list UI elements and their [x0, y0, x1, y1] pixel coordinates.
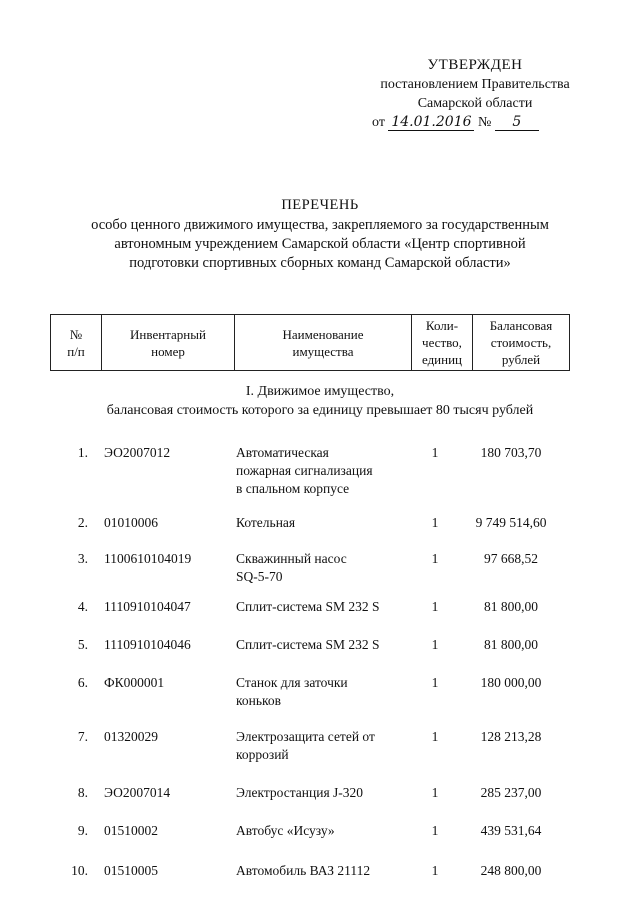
row-inventory: ФК000001: [104, 675, 165, 690]
row-quantity: 1: [431, 445, 439, 460]
row-inventory: 01010006: [104, 515, 158, 530]
row-quantity: 1: [431, 675, 439, 690]
document-title: [60, 196, 580, 273]
row-quantity: 1: [431, 785, 439, 800]
table-header: [50, 314, 570, 371]
row-name: Электростанция J-320: [236, 785, 364, 800]
header-col-balance: Балансовая стоимость, рублей: [473, 315, 570, 371]
row-quantity: 1: [431, 599, 439, 614]
row-number: 4.: [77, 599, 88, 614]
row-balance: 180 000,00: [480, 675, 542, 690]
row-balance: 128 213,28: [480, 729, 542, 744]
title-line-1: особо ценного движимого имущества, закрепляемого за государственным: [91, 217, 549, 233]
row-quantity: 1: [431, 823, 439, 838]
row-name: Сплит-система SM 232 S: [236, 637, 380, 652]
row-number: 8.: [77, 785, 88, 800]
row-inventory: 01510005: [104, 863, 158, 878]
approval-date-line: [360, 113, 590, 132]
title-heading: ПЕРЕЧЕНЬ: [281, 197, 359, 213]
handwritten-number: 5: [495, 114, 539, 131]
row-name: Скважинный насос SQ-5-70: [236, 551, 347, 584]
row-number: 1.: [77, 445, 88, 460]
number-prefix: №: [477, 115, 492, 130]
row-name: Станок для заточки коньков: [236, 675, 348, 708]
row-balance: 180 703,70: [480, 445, 542, 460]
approval-line-1: постановлением Правительства: [380, 77, 570, 92]
header-col-number: № п/п: [51, 315, 102, 371]
row-balance: 97 668,52: [484, 551, 538, 566]
header-col-inventory: Инвентарный номер: [102, 315, 235, 371]
row-quantity: 1: [431, 515, 439, 530]
row-quantity: 1: [431, 729, 439, 744]
row-name: Автобус «Исузу»: [236, 823, 335, 838]
row-name: Сплит-система SM 232 S: [236, 599, 380, 614]
handwritten-date: 14.01.2016: [388, 114, 474, 131]
row-balance: 9 749 514,60: [475, 515, 547, 530]
section-heading: [60, 382, 580, 420]
row-inventory: 01320029: [104, 729, 158, 744]
row-number: 6.: [77, 675, 88, 690]
row-name: Автоматическая пожарная сигнализация в спальном корпусе: [236, 445, 373, 496]
section-line-2: балансовая стоимость которого за единицу превышает 80 тысяч рублей: [106, 403, 534, 418]
title-line-3: подготовки спортивных сборных команд Самарской области»: [129, 255, 511, 271]
header-col-name: Наименование имущества: [235, 315, 412, 371]
row-number: 5.: [77, 637, 88, 652]
row-name: Автомобиль ВАЗ 21112: [236, 863, 371, 878]
row-inventory: ЭО2007012: [104, 445, 171, 460]
row-inventory: 1100610104019: [104, 551, 192, 566]
row-number: 2.: [77, 515, 88, 530]
row-name: Котельная: [236, 515, 296, 530]
approval-block: [360, 56, 590, 132]
row-balance: 81 800,00: [484, 599, 538, 614]
row-number: 3.: [77, 551, 88, 566]
row-quantity: 1: [431, 551, 439, 566]
header-col-quantity: Коли- чество, единиц: [412, 315, 473, 371]
row-inventory: ЭО2007014: [104, 785, 171, 800]
row-quantity: 1: [431, 863, 439, 878]
row-inventory: 01510002: [104, 823, 158, 838]
row-inventory: 1110910104047: [104, 599, 191, 614]
row-balance: 81 800,00: [484, 637, 538, 652]
table-header-row: [51, 315, 570, 371]
row-balance: 248 800,00: [480, 863, 542, 878]
row-number: 9.: [77, 823, 88, 838]
row-balance: 439 531,64: [480, 823, 542, 838]
row-name: Электрозащита сетей от коррозий: [236, 729, 375, 762]
approval-heading: УТВЕРЖДЕН: [427, 57, 523, 73]
row-quantity: 1: [431, 637, 439, 652]
section-line-1: I. Движимое имущество,: [245, 384, 395, 399]
row-number: 7.: [77, 729, 88, 744]
date-prefix: от: [372, 115, 385, 130]
title-line-2: автономным учреждением Самарской области «Центр спортивной: [114, 236, 526, 252]
row-inventory: 1110910104046: [104, 637, 191, 652]
approval-line-2: Самарской области: [417, 96, 533, 111]
row-balance: 285 237,00: [480, 785, 542, 800]
row-number: 10.: [71, 863, 88, 878]
